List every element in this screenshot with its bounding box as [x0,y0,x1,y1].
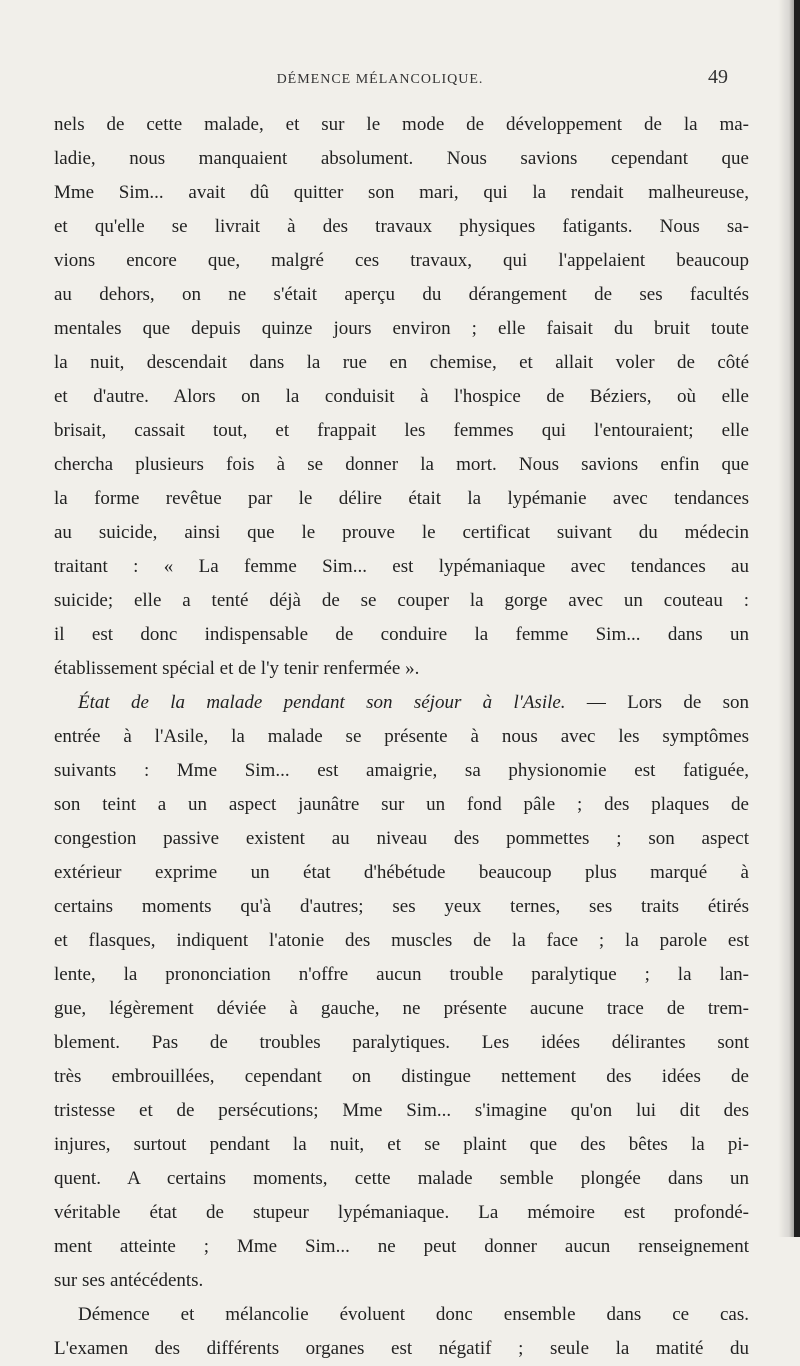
text-line: suivants : Mme Sim... est amaigrie, sa physionomie est fatiguée, [54,760,749,781]
page-header [0,66,800,96]
text-line: brisait, cassait tout, et frappait les femmes qui l'entouraient; elle [54,420,749,441]
text-line: traitant : « La femme Sim... est lypémaniaque avec tendances au [54,556,749,577]
text-line: au dehors, on ne s'était aperçu du dérangement de ses facultés [54,284,749,305]
text-line: Mme Sim... avait dû quitter son mari, qui la rendait malheureuse, [54,182,749,203]
text-line: mentales que depuis quinze jours environ ; elle faisait du bruit toute [54,318,749,339]
text-line: L'examen des différents organes est négatif ; seule la matité du [54,1338,749,1359]
text-line: extérieur exprime un état d'hébétude beaucoup plus marqué à [54,862,749,883]
text-line: injures, surtout pendant la nuit, et se plaint que des bêtes la pi- [54,1134,749,1155]
text-line: congestion passive existent au niveau des pommettes ; son aspect [54,828,749,849]
text-line: et qu'elle se livrait à des travaux physiques fatigants. Nous sa- [54,216,749,237]
text-line: suicide; elle a tenté déjà de se couper la gorge avec un couteau : [54,590,749,611]
text-line: au suicide, ainsi que le prouve le certificat suivant du médecin [54,522,749,543]
text-line: véritable état de stupeur lypémaniaque. La mémoire est profondé- [54,1202,749,1223]
body-text [54,108,749,1366]
text-line: entrée à l'Asile, la malade se présente à nous avec les symptômes [54,726,749,747]
text-line: ladie, nous manquaient absolument. Nous savions cependant que [54,148,749,169]
section-heading-line [54,686,749,720]
text-line: certains moments qu'à d'autres; ses yeux ternes, ses traits étirés [54,896,749,917]
text-line: chercha plusieurs fois à se donner la mort. Nous savions enfin que [54,454,749,475]
text-line: blement. Pas de troubles paralytiques. Les idées délirantes sont [54,1032,749,1053]
text-line: son teint a un aspect jaunâtre sur un fond pâle ; des plaques de [54,794,749,815]
text-line: nels de cette malade, et sur le mode de développement de la ma- [54,114,749,135]
text-line: et flasques, indiquent l'atonie des muscles de la face ; la parole est [54,930,749,951]
section-heading-continuation: — Lors de son [586,692,749,713]
page-number: 49 [708,66,728,88]
text-line: la nuit, descendait dans la rue en chemise, et allait voler de côté [54,352,749,373]
text-line: et d'autre. Alors on la conduisit à l'hospice de Béziers, où elle [54,386,749,407]
text-line: il est donc indispensable de conduire la femme Sim... dans un [54,624,749,645]
section-heading: État de la malade pendant son séjour à l'Asile. [78,692,566,713]
text-line: établissement spécial et de l'y tenir renfermée ». [54,658,420,679]
text-line: lente, la prononciation n'offre aucun trouble paralytique ; la lan- [54,964,749,985]
text-line: Démence et mélancolie évoluent donc ensemble dans ce cas. [78,1304,749,1325]
text-line: quent. A certains moments, cette malade semble plongée dans un [54,1168,749,1189]
text-line: vions encore que, malgré ces travaux, qui l'appelaient beaucoup [54,250,749,271]
page-edge [794,0,800,1237]
text-line: très embrouillées, cependant on distingue nettement des idées de [54,1066,749,1087]
text-line: ment atteinte ; Mme Sim... ne peut donner aucun renseignement [54,1236,749,1257]
text-line: la forme revêtue par le délire était la lypémanie avec tendances [54,488,749,509]
text-line: tristesse et de persécutions; Mme Sim... s'imagine qu'on lui dit des [54,1100,749,1121]
running-head: DÉMENCE MÉLANCOLIQUE. [276,72,484,87]
text-line: gue, légèrement déviée à gauche, ne présente aucune trace de trem- [54,998,749,1019]
text-line: sur ses antécédents. [54,1270,204,1291]
